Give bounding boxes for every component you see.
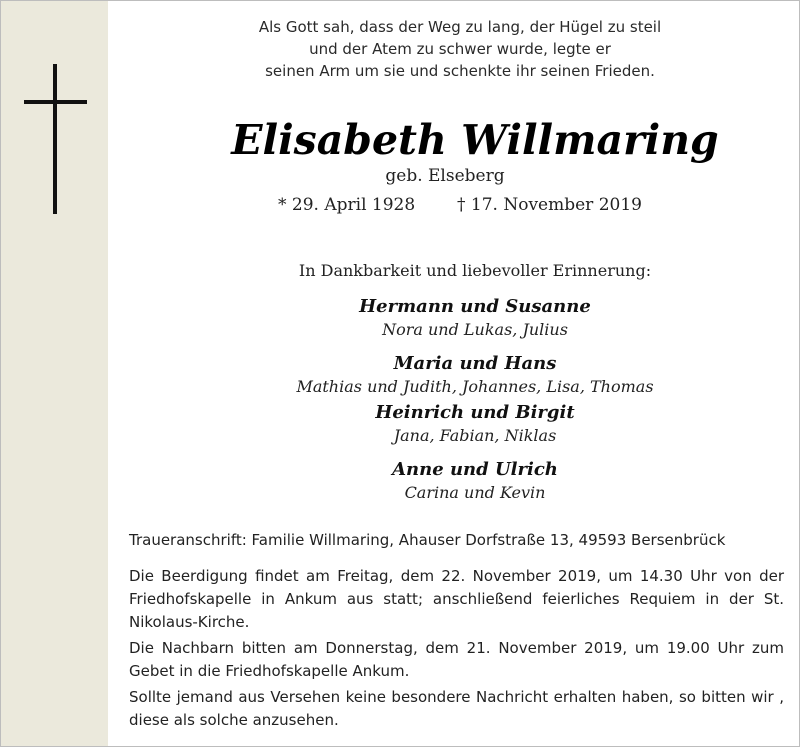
death-date: † 17. November 2019	[457, 195, 642, 215]
deceased-name: Elisabeth Willmaring	[231, 116, 719, 164]
cross-horizontal-bar	[24, 100, 87, 104]
birth-date: * 29. April 1928	[278, 195, 416, 215]
family-head: Anne und Ulrich	[392, 459, 558, 480]
poem-line-2: und der Atem zu schwer wurde, legte er	[309, 40, 611, 58]
family-children: Nora und Lukas, Julius	[382, 320, 568, 339]
poem-line-1: Als Gott sah, dass der Weg zu lang, der Hügel zu steil	[258, 18, 662, 36]
family-group	[200, 352, 750, 398]
family-children: Carina und Kevin	[404, 483, 546, 502]
family-children: Jana, Fabian, Niklas	[393, 426, 557, 445]
neighbors-prayer-info: Die Nachbarn bitten am Donnerstag, dem 21. November 2019, um 19.00 Uhr zum Gebet in die Friedhofskapelle Ankum.	[129, 639, 784, 680]
family-group	[200, 458, 750, 504]
notification-disclaimer: Sollte jemand aus Versehen keine besondere Nachricht erhalten haben, so bitten wir , diese als solche anzusehen.	[129, 688, 784, 729]
family-group	[200, 295, 750, 341]
funeral-info: Die Beerdigung findet am Freitag, dem 22. November 2019, um 14.30 Uhr von der Friedhofskapelle in Ankum aus statt; anschließend feierliches Requiem in der St. Nikolaus-Kirche.	[129, 567, 784, 631]
poem-line-3: seinen Arm um sie und schenkte ihr seinen Frieden.	[265, 62, 655, 80]
cross-vertical-bar	[53, 64, 57, 214]
family-children: Mathias und Judith, Johannes, Lisa, Thomas	[296, 377, 654, 396]
poem	[200, 16, 720, 82]
family-group	[200, 401, 750, 447]
thanks-line: In Dankbarkeit und liebevoller Erinnerung:	[298, 261, 652, 280]
family-head: Heinrich und Birgit	[375, 402, 575, 423]
mourning-address: Traueranschrift: Familie Willmaring, Ahauser Dorfstraße 13, 49593 Bersenbrück	[129, 531, 726, 549]
family-head: Maria und Hans	[393, 353, 557, 374]
family-head: Hermann und Susanne	[359, 296, 591, 317]
birth-name: geb. Elseberg	[385, 166, 505, 186]
sidebar-band	[1, 1, 108, 746]
